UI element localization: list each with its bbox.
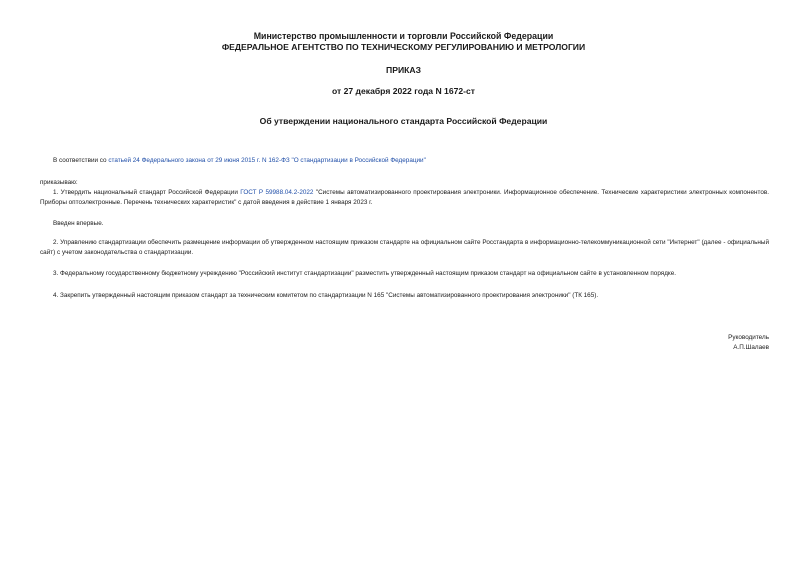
document-date-number: от 27 декабря 2022 года N 1672-ст [331, 86, 476, 96]
item-1-paragraph [40, 188, 769, 208]
signatory-position: Руководитель [728, 334, 769, 341]
document-title: Об утверждении национального стандарта Российской Федерации [259, 116, 548, 126]
document-type: ПРИКАЗ [386, 65, 421, 75]
agency-heading: ФЕДЕРАЛЬНОЕ АГЕНТСТВО ПО ТЕХНИЧЕСКОМУ РЕГУЛИРОВАНИЮ И МЕТРОЛОГИИ [221, 42, 586, 52]
gost-standard-link[interactable]: ГОСТ Р 59988.04.2-2022 [240, 189, 314, 196]
order-word: приказываю: [40, 179, 78, 186]
item-1-suffix: "Системы автоматизированного проектирования электроники. Информационное обеспечение. Технические характеристики электронных компонентов. Приборы оптоэлектронные. Перечень технических характеристик" с датой введения в действие 1 января 2023 г. [40, 189, 769, 206]
law-link[interactable]: статьей 24 Федерального закона от 29 июня 2015 г. N 162-ФЗ "О стандартизации в Российской Федерации" [108, 157, 426, 164]
signatory-name: А.П.Шалаев [733, 344, 769, 351]
ministry-heading: Министерство промышленности и торговли Российской Федерации [253, 31, 554, 41]
introduced-note: Введен впервые. [53, 220, 104, 227]
item-4-paragraph: 4. Закрепить утвержденный настоящим приказом стандарт за техническим комитетом по стандартизации N 165 "Системы автоматизированного проектирования электроники" (ТК 165). [53, 292, 599, 299]
preamble-paragraph [40, 156, 769, 166]
item-3-paragraph: 3. Федеральному государственному бюджетному учреждению "Российский институт стандартизации" разместить утвержденный настоящим приказом стандарт на официальном сайте в установленном порядке. [53, 270, 677, 277]
item-2-paragraph: 2. Управлению стандартизации обеспечить размещение информации об утвержденном настоящим приказом стандарте на официальном сайте Росстандарта в информационно-телекоммуникационной сети "Интернет" (далее - официальный сайт) с учетом законодательства о стандартизации. [40, 239, 769, 256]
preamble-prefix: В соответствии со [53, 157, 109, 164]
item-1-prefix: 1. Утвердить национальный стандарт Российской Федерации [53, 189, 241, 196]
